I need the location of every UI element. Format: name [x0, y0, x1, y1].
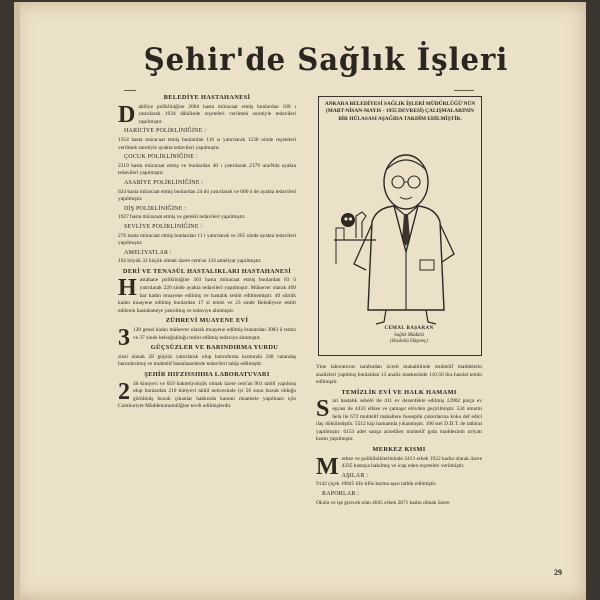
- paragraph: 624 hasta müracaat etmiş bunlardan 24 dü yatırılarak ve 600 ü de ayakta tedavileri yapılmıştır.: [118, 188, 296, 203]
- title-rule-left: [124, 90, 136, 91]
- section-heading: GÜÇSÜZLER VE BARINDIRMA YURDU: [150, 344, 279, 352]
- subheading: AMELİYATLAR :: [124, 249, 172, 256]
- subheading: ÇOCUK POLİKLİNİĞİNE :: [124, 154, 198, 161]
- section-heading: TEMİZLİK EVİ VE HALK HAMAMI: [341, 388, 457, 396]
- section-heading: DERİ VE TENASÜL HASTALIKLARI HASTAHANESİ: [122, 267, 292, 275]
- subheading: AŞILAR :: [341, 472, 369, 479]
- section-heading: BELEDİYE HASTAHANESİ: [163, 94, 251, 101]
- paragraph: Okula ve işe girecek olan 4045 erkek 2871 kadın olmak üzere: [316, 499, 450, 506]
- section-heading: ZÜHREVİ MUAYENE EVİ: [165, 317, 249, 325]
- subheading: DİŞ POLİKLİNİĞİNE :: [124, 205, 187, 212]
- paragraph: 1927 hasta müracaat etmiş ve gerekli tedavileri yapılmıştır.: [118, 214, 246, 221]
- paragraph: 102 büyük 32 küçük olmak üzere cem'an 134 ameliyat yapılmıştır.: [118, 258, 262, 265]
- caricature-illustration: [332, 142, 472, 328]
- paragraph: 1354 hasta müracaat etmiş bunlardan 116 sı yatırılarak 1238 ninde reçeteleri verilmek suretiyle ayakta tedavileri yapılmıştır.: [118, 136, 296, 151]
- paragraph: 3 120 genel kadın mükerrer olarak muayene edilmiş bunlardan 3083 ü temiz ve 37 sinde belsoğukluğu tesbit edilmiş tedaviye alınmıştır.: [118, 325, 296, 352]
- right-column: [316, 364, 482, 509]
- paragraph: 9142 çiçek 10845 tifo tifüs karma aşısı tatbik edilmiştir.: [316, 481, 437, 488]
- drop-cap: D: [118, 101, 136, 128]
- page-number: 29: [554, 568, 562, 577]
- document-page: [14, 2, 586, 600]
- drop-cap: 3: [118, 325, 130, 352]
- box-title: ANKARA BELEDİYESİ SAĞLIK İŞLERİ MÜDÜRLÜĞÜ'NÜN (MART-NİSAN-MAYIS - 1955 DEVRESİ) ÇALIŞMALARININ BİR HÜLASASI AŞAĞIDA TAKDİM EDİLMİŞTİR.: [324, 101, 476, 122]
- paragraph: 2 46 kimyevi ve 659 bakteriyolojik olmak üzere cem'an 901 tahlil yapılmış olup bunlardan 210 kimyevi tahlil neticesinde iyi 56 sının bozuk olduğu görülmüş bozuk çıkanlar hakkında kanuni muamele yapılması için Cumhuriyet Müddeiumumiliğine tevdi edilmişlerdir.: [118, 378, 296, 410]
- subheading: RAPORLAR :: [322, 490, 360, 497]
- drop-cap: H: [118, 275, 137, 302]
- paragraph: Yine laboratuvar tarafından ücreti mukabilinde muhtelif maddelerin analizleri yapılmış bunlardan 13 analiz maskesinde 110,50 lira hasılat temin edilmiştir.: [316, 364, 482, 386]
- page-binding-edge: [14, 2, 20, 600]
- subheading: SEVLİYE POLİKLİNİĞİNE :: [124, 223, 203, 230]
- paragraph: Merkez ve poliklinikleriminde 2413 erkek 1922 kadın olarak üzere 4335 hastaya bakılmış ve icap eden reçeteleri verilmiştir.: [316, 453, 482, 480]
- portrait-caption: [374, 326, 444, 346]
- paragraph: Hastahane polikliniğine 303 hasta müracaat etmiş bunlardan 83 ü yatırılarak 220 sinde ayakta tedavileri yapılmıştır. Mükerrer olarak 469 bar kadın muayene edilmiş ve hastalık tesbit edilmemiştir. 40 sürtük kadın muayene edilmiş bunlardan 17 si temiz ve 23 sinde Belediyece tesbit edilerek hastahaneye yatırılmış ve tedaviye alınmıştır.: [118, 275, 296, 314]
- section-heading: ŞEHİR HIFZISSIHHA LABORATUVARI: [144, 371, 270, 378]
- page-title: Şehir'de Sağlık İşleri: [143, 42, 509, 78]
- caption-credit: (Hasbülâ Düşmeç): [390, 339, 428, 345]
- paragraph: Sari hastalık sebebi ile 411 ev dezenfekte edilmiş 12902 parça ev eşyası ile 4433 elbise ve çamaşır etüvden geçirilmiştir. 534 umumi hela ile 672 muhtelif mahallere fosseptik çukurlarına koku def edici ilaç dökülmüştür. 5512 kişi hamamda yıkanmıştır. 106 stel D.D.T. de tathirat yapılmıştır. 6153 adet satışa arzedilen muhtelif gıda maddesinin ıtriyatı kısmı yapılmıştır.: [316, 396, 482, 443]
- drop-cap: S: [316, 396, 330, 423]
- caption-name: CEMAL BAŞARAN: [384, 326, 434, 331]
- paragraph: sinsi olarak 28 güçsüz yatırılarak olup barındırma kısmında 248 vatandaş barındırılmış ve muhtelif hastahanelerde tedavileri takip edilmiştir.: [118, 353, 296, 368]
- title-rule-right: [454, 90, 474, 91]
- subheading: HARİCİYE POLİKLİNİĞİNE :: [124, 128, 207, 135]
- paragraph: Dahiliye polikliniğine 2004 hasta müracaat etmiş bunlardan 160 ı yatırılarak 1934 dâhilinde reçeteleri verilmek suretiyle tedavileri yapılmıştır.: [118, 101, 296, 128]
- left-column: [118, 92, 296, 412]
- paragraph: 276 hasta müracaat etmiş bunlardan 11 i yatırılarak ve 265 ninde ayakta tedavileri yapılmıştır.: [118, 232, 296, 247]
- paragraph: 2219 hasta müracaat etmiş ve bunlardan 40 ı yatırılarak 2179 unuNda ayakta tedavileri yapılmıştır.: [118, 162, 296, 177]
- drop-cap: M: [316, 453, 339, 480]
- subheading: ASABİYE POLİKLİNİĞİNE :: [124, 179, 204, 186]
- section-heading: MERKEZ KISMI: [372, 445, 426, 453]
- caption-role: Sağlık Müdürü: [394, 332, 424, 338]
- drop-cap: 2: [118, 378, 130, 405]
